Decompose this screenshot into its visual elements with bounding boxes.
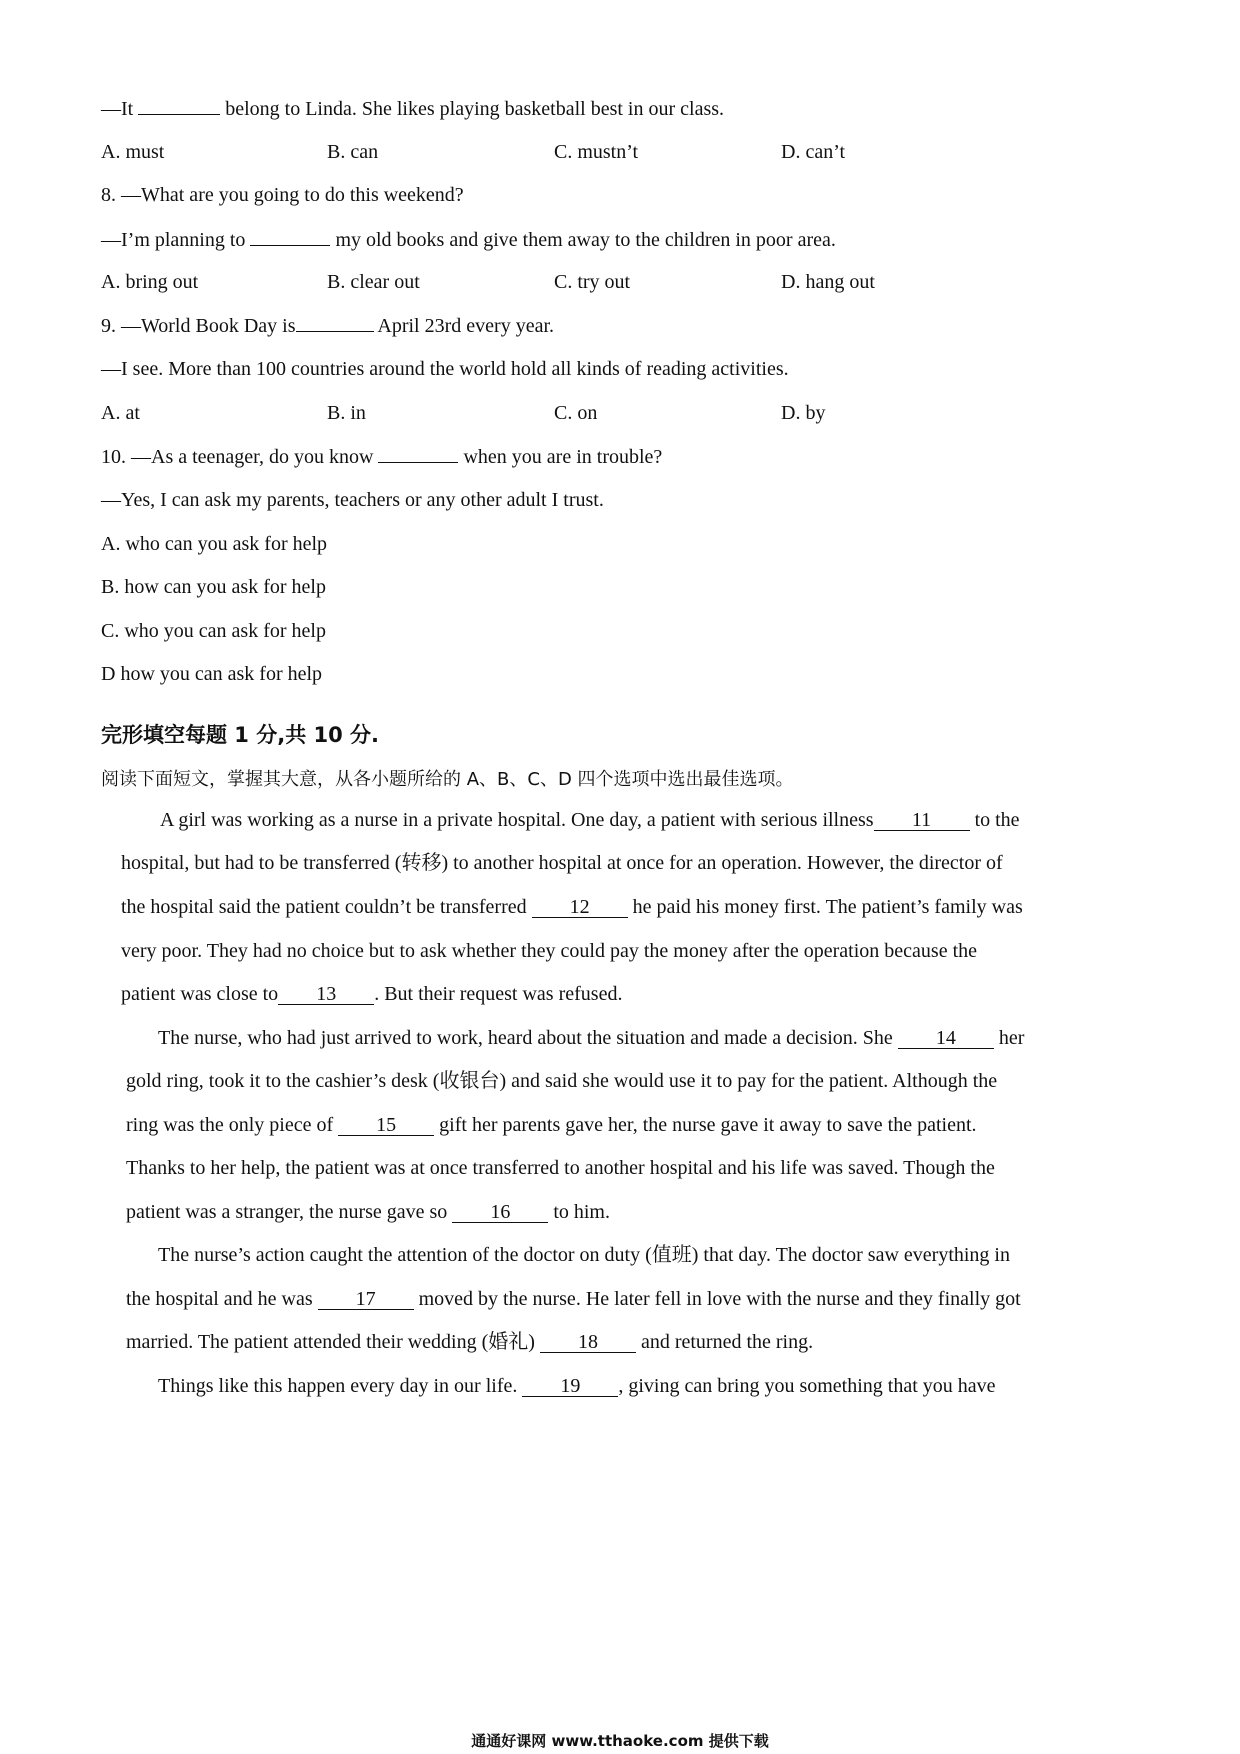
cloze-line-13 bbox=[126, 1330, 813, 1354]
q7-reply-post: belong to Linda. She likes playing basketball best in our class. bbox=[220, 98, 725, 120]
q7-reply bbox=[101, 96, 724, 121]
cloze-line-4: very poor. They had no choice but to ask whether they could pay the money after the operation because the bbox=[121, 940, 978, 962]
q10-option-b[interactable]: B. how can you ask for help bbox=[101, 576, 326, 598]
q10-blank[interactable] bbox=[378, 444, 458, 463]
page-footer: 通通好课网 www.tthaoke.com 提供下载 bbox=[471, 1732, 769, 1750]
blank-13[interactable]: 13 bbox=[278, 984, 374, 1005]
q7-reply-pre: —It bbox=[101, 98, 139, 120]
q8-blank[interactable] bbox=[250, 227, 330, 246]
cloze-text: gift her parents gave her, the nurse gave it away to save the patient. bbox=[434, 1114, 977, 1136]
cloze-line-6 bbox=[158, 1026, 1024, 1050]
q9-question-pre: 9. —World Book Day is bbox=[101, 315, 296, 337]
cloze-text: Things like this happen every day in our life. bbox=[158, 1375, 523, 1397]
blank-11[interactable]: 11 bbox=[874, 810, 970, 831]
cloze-line-3 bbox=[121, 895, 1023, 919]
q10-question bbox=[101, 444, 662, 469]
cloze-text: he paid his money first. The patient’s family was bbox=[627, 896, 1023, 918]
q8-option-b[interactable]: B. clear out bbox=[327, 271, 420, 293]
cloze-text: and returned the ring. bbox=[635, 1331, 814, 1353]
cloze-line-14 bbox=[158, 1374, 996, 1398]
q9-question-post: April 23rd every year. bbox=[373, 315, 554, 337]
cloze-text: moved by the nurse. He later fell in love with the nurse and they finally got bbox=[413, 1288, 1021, 1310]
blank-15[interactable]: 15 bbox=[338, 1115, 434, 1136]
q10-option-c[interactable]: C. who you can ask for help bbox=[101, 620, 326, 642]
blank-19[interactable]: 19 bbox=[522, 1376, 618, 1397]
cloze-text: her bbox=[993, 1027, 1025, 1049]
q8-reply-pre: —I’m planning to bbox=[101, 229, 251, 251]
q7-option-b[interactable]: B. can bbox=[327, 141, 379, 163]
blank-14[interactable]: 14 bbox=[898, 1028, 994, 1049]
cloze-text: A girl was working as a nurse in a private hospital. One day, a patient with serious illness bbox=[160, 809, 874, 831]
q8-option-a[interactable]: A. bring out bbox=[101, 271, 199, 293]
q10-question-post: when you are in trouble? bbox=[458, 446, 663, 468]
q9-option-d[interactable]: D. by bbox=[781, 402, 826, 424]
cloze-text: patient was a stranger, the nurse gave so bbox=[126, 1201, 453, 1223]
cloze-text: the hospital and he was bbox=[126, 1288, 318, 1310]
q7-option-c[interactable]: C. mustn’t bbox=[554, 141, 639, 163]
cloze-line-9: Thanks to her help, the patient was at once transferred to another hospital and his life was saved. Though the bbox=[126, 1157, 995, 1179]
q7-option-a[interactable]: A. must bbox=[101, 141, 165, 163]
cloze-text: The nurse, who had just arrived to work, heard about the situation and made a decision. She bbox=[158, 1027, 898, 1049]
cloze-line-10 bbox=[126, 1200, 610, 1224]
q7-option-d[interactable]: D. can’t bbox=[781, 141, 846, 163]
q8-reply-post: my old books and give them away to the children in poor area. bbox=[330, 229, 836, 251]
cloze-line-2: hospital, but had to be transferred (转移) to another hospital at once for an operation. However, the director of bbox=[121, 852, 1003, 874]
blank-17[interactable]: 17 bbox=[318, 1289, 414, 1310]
q9-blank[interactable] bbox=[296, 313, 374, 332]
q10-question-pre: 10. —As a teenager, do you know bbox=[101, 446, 379, 468]
q8-question: 8. —What are you going to do this weekend? bbox=[101, 184, 464, 206]
cloze-line-12 bbox=[126, 1287, 1021, 1311]
cloze-line-7: gold ring, took it to the cashier’s desk (收银台) and said she would use it to pay for the patient. Although the bbox=[126, 1070, 998, 1092]
cloze-instruction: 阅读下面短文，掌握其大意，从各小题所给的 A、B、C、D 四个选项中选出最佳选项。 bbox=[101, 769, 794, 790]
q8-option-c[interactable]: C. try out bbox=[554, 271, 631, 293]
q8-reply bbox=[101, 227, 836, 252]
cloze-text: married. The patient attended their wedding (婚礼) bbox=[126, 1331, 540, 1353]
q9-reply: —I see. More than 100 countries around the world hold all kinds of reading activities. bbox=[101, 358, 789, 380]
q10-option-a[interactable]: A. who can you ask for help bbox=[101, 533, 328, 555]
q9-question bbox=[101, 313, 554, 338]
cloze-text: to the bbox=[969, 809, 1020, 831]
cloze-line-1 bbox=[160, 808, 1020, 832]
cloze-text: , giving can bring you something that you have bbox=[618, 1375, 996, 1397]
cloze-line-11: The nurse’s action caught the attention of the doctor on duty (值班) that day. The doctor saw everything in bbox=[158, 1244, 1010, 1266]
q7-blank[interactable] bbox=[138, 96, 220, 115]
blank-12[interactable]: 12 bbox=[532, 897, 628, 918]
cloze-line-8 bbox=[126, 1113, 977, 1137]
cloze-line-5 bbox=[121, 982, 622, 1006]
blank-18[interactable]: 18 bbox=[540, 1332, 636, 1353]
cloze-text: patient was close to bbox=[121, 983, 279, 1005]
q9-option-b[interactable]: B. in bbox=[327, 402, 366, 424]
q9-option-c[interactable]: C. on bbox=[554, 402, 598, 424]
q10-option-d[interactable]: D how you can ask for help bbox=[101, 663, 323, 685]
cloze-text: ring was the only piece of bbox=[126, 1114, 339, 1136]
q10-reply: —Yes, I can ask my parents, teachers or any other adult I trust. bbox=[101, 489, 604, 511]
q9-option-a[interactable]: A. at bbox=[101, 402, 140, 424]
q8-option-d[interactable]: D. hang out bbox=[781, 271, 875, 293]
cloze-heading: 完形填空每题 1 分,共 10 分. bbox=[101, 723, 380, 747]
cloze-text: to him. bbox=[548, 1201, 610, 1223]
blank-16[interactable]: 16 bbox=[452, 1202, 548, 1223]
cloze-text: the hospital said the patient couldn’t be transferred bbox=[121, 896, 532, 918]
cloze-text: . But their request was refused. bbox=[374, 983, 623, 1005]
